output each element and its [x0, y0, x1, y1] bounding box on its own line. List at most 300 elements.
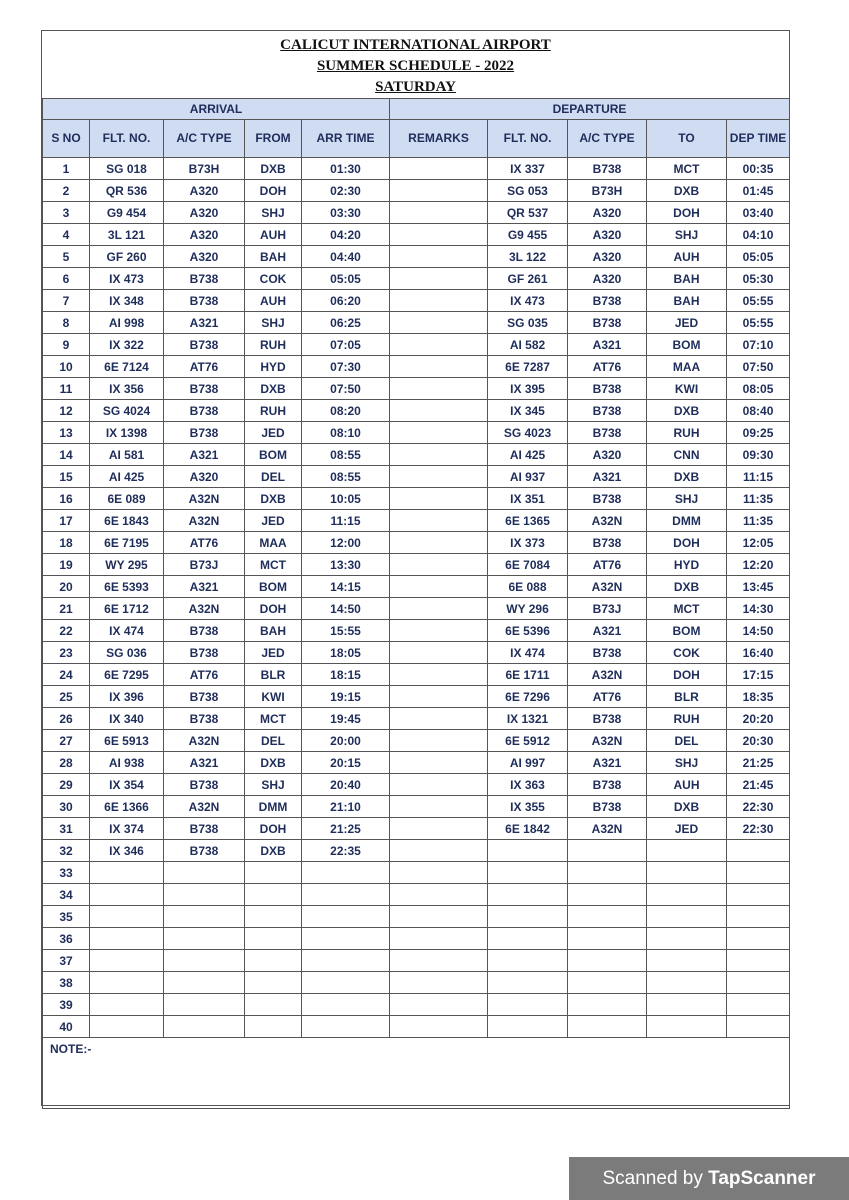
- cell-remarks: [390, 862, 488, 884]
- cell-dep-actype: B738: [568, 312, 647, 334]
- table-row: [43, 576, 790, 598]
- table-row: [43, 708, 790, 730]
- cell-dep-time: 12:20: [727, 554, 790, 576]
- table-row: [43, 510, 790, 532]
- table-row: [43, 180, 790, 202]
- cell-from: BOM: [245, 576, 302, 598]
- schedule-table: [42, 98, 790, 1109]
- cell-arr-actype: A321: [164, 312, 245, 334]
- cell-arr-flight: IX 473: [90, 268, 164, 290]
- cell-dep-actype: B738: [568, 400, 647, 422]
- cell-sno: 40: [43, 1016, 90, 1038]
- cell-dep-actype: B738: [568, 708, 647, 730]
- cell-arr-flight: IX 348: [90, 290, 164, 312]
- cell-remarks: [390, 818, 488, 840]
- cell-dep-actype: A321: [568, 334, 647, 356]
- cell-arr-actype: B738: [164, 290, 245, 312]
- cell-remarks: [390, 620, 488, 642]
- cell-arr-time: 20:15: [302, 752, 390, 774]
- cell-sno: 7: [43, 290, 90, 312]
- cell-dep-actype: A321: [568, 620, 647, 642]
- table-row: [43, 796, 790, 818]
- cell-dep-flight: IX 474: [488, 642, 568, 664]
- cell-arr-flight: [90, 950, 164, 972]
- cell-remarks: [390, 180, 488, 202]
- cell-arr-time: 10:05: [302, 488, 390, 510]
- cell-dep-flight: [488, 928, 568, 950]
- cell-arr-time: [302, 950, 390, 972]
- cell-dep-actype: A320: [568, 444, 647, 466]
- cell-from: DXB: [245, 488, 302, 510]
- col-dep-time: DEP TIME: [727, 120, 790, 158]
- cell-remarks: [390, 708, 488, 730]
- col-from: FROM: [245, 120, 302, 158]
- cell-arr-time: 22:35: [302, 840, 390, 862]
- cell-dep-time: 17:15: [727, 664, 790, 686]
- cell-arr-flight: [90, 994, 164, 1016]
- cell-dep-flight: [488, 884, 568, 906]
- cell-dep-actype: A32N: [568, 730, 647, 752]
- cell-dep-actype: A321: [568, 466, 647, 488]
- cell-remarks: [390, 510, 488, 532]
- cell-arr-actype: AT76: [164, 664, 245, 686]
- cell-sno: 2: [43, 180, 90, 202]
- cell-arr-time: 06:20: [302, 290, 390, 312]
- cell-arr-flight: SG 4024: [90, 400, 164, 422]
- cell-sno: 38: [43, 972, 90, 994]
- cell-dep-time: 09:30: [727, 444, 790, 466]
- cell-from: DMM: [245, 796, 302, 818]
- table-row: [43, 378, 790, 400]
- cell-dep-flight: IX 1321: [488, 708, 568, 730]
- cell-arr-flight: IX 374: [90, 818, 164, 840]
- cell-remarks: [390, 840, 488, 862]
- table-row: [43, 224, 790, 246]
- cell-arr-flight: 6E 7124: [90, 356, 164, 378]
- cell-arr-flight: 6E 5393: [90, 576, 164, 598]
- cell-arr-time: 14:15: [302, 576, 390, 598]
- cell-sno: 34: [43, 884, 90, 906]
- cell-dep-actype: B738: [568, 532, 647, 554]
- cell-dep-time: 22:30: [727, 796, 790, 818]
- cell-arr-actype: A321: [164, 444, 245, 466]
- cell-arr-time: [302, 884, 390, 906]
- cell-remarks: [390, 972, 488, 994]
- cell-arr-flight: 6E 089: [90, 488, 164, 510]
- cell-dep-time: 14:50: [727, 620, 790, 642]
- cell-to: MCT: [647, 598, 727, 620]
- cell-dep-time: 07:10: [727, 334, 790, 356]
- cell-dep-actype: AT76: [568, 554, 647, 576]
- cell-arr-flight: [90, 884, 164, 906]
- cell-arr-time: 21:25: [302, 818, 390, 840]
- cell-dep-actype: B73J: [568, 598, 647, 620]
- cell-sno: 26: [43, 708, 90, 730]
- schedule-rows: [43, 158, 790, 1038]
- cell-sno: 19: [43, 554, 90, 576]
- table-row: [43, 774, 790, 796]
- cell-sno: 6: [43, 268, 90, 290]
- cell-sno: 4: [43, 224, 90, 246]
- cell-remarks: [390, 290, 488, 312]
- cell-remarks: [390, 906, 488, 928]
- note-label: NOTE:-: [50, 1042, 92, 1056]
- cell-sno: 17: [43, 510, 90, 532]
- table-row: [43, 422, 790, 444]
- cell-to: AUH: [647, 774, 727, 796]
- cell-dep-actype: A320: [568, 268, 647, 290]
- col-arr-actype: A/C TYPE: [164, 120, 245, 158]
- cell-arr-time: 04:20: [302, 224, 390, 246]
- cell-to: DXB: [647, 400, 727, 422]
- cell-arr-flight: IX 1398: [90, 422, 164, 444]
- cell-remarks: [390, 158, 488, 180]
- cell-from: JED: [245, 422, 302, 444]
- cell-arr-time: 12:00: [302, 532, 390, 554]
- cell-arr-actype: A32N: [164, 488, 245, 510]
- cell-dep-flight: [488, 994, 568, 1016]
- cell-to: DEL: [647, 730, 727, 752]
- cell-sno: 15: [43, 466, 90, 488]
- cell-dep-actype: [568, 1016, 647, 1038]
- cell-dep-time: [727, 950, 790, 972]
- cell-from: RUH: [245, 334, 302, 356]
- cell-arr-flight: 3L 121: [90, 224, 164, 246]
- col-arr-time: ARR TIME: [302, 120, 390, 158]
- cell-arr-time: 11:15: [302, 510, 390, 532]
- cell-remarks: [390, 334, 488, 356]
- cell-arr-time: 06:25: [302, 312, 390, 334]
- cell-dep-actype: B738: [568, 796, 647, 818]
- cell-remarks: [390, 488, 488, 510]
- cell-from: DEL: [245, 466, 302, 488]
- cell-remarks: [390, 224, 488, 246]
- cell-remarks: [390, 730, 488, 752]
- cell-dep-time: 12:05: [727, 532, 790, 554]
- cell-dep-time: 09:25: [727, 422, 790, 444]
- cell-to: CNN: [647, 444, 727, 466]
- cell-from: BAH: [245, 246, 302, 268]
- col-dep-flight: FLT. NO.: [488, 120, 568, 158]
- cell-from: SHJ: [245, 312, 302, 334]
- cell-to: SHJ: [647, 752, 727, 774]
- cell-from: DOH: [245, 818, 302, 840]
- cell-dep-flight: [488, 950, 568, 972]
- cell-arr-time: 07:50: [302, 378, 390, 400]
- cell-to: DXB: [647, 576, 727, 598]
- cell-arr-flight: IX 346: [90, 840, 164, 862]
- cell-dep-time: 03:40: [727, 202, 790, 224]
- cell-remarks: [390, 884, 488, 906]
- cell-to: JED: [647, 312, 727, 334]
- cell-arr-time: [302, 994, 390, 1016]
- cell-dep-actype: A320: [568, 202, 647, 224]
- col-arr-flight: FLT. NO.: [90, 120, 164, 158]
- cell-dep-actype: [568, 928, 647, 950]
- cell-remarks: [390, 598, 488, 620]
- cell-dep-time: [727, 862, 790, 884]
- cell-dep-time: 08:05: [727, 378, 790, 400]
- cell-to: BAH: [647, 290, 727, 312]
- cell-dep-flight: SG 035: [488, 312, 568, 334]
- cell-dep-time: 21:45: [727, 774, 790, 796]
- cell-arr-actype: [164, 928, 245, 950]
- cell-to: DXB: [647, 796, 727, 818]
- cell-dep-flight: IX 395: [488, 378, 568, 400]
- cell-arr-actype: AT76: [164, 356, 245, 378]
- table-row: [43, 818, 790, 840]
- cell-remarks: [390, 356, 488, 378]
- cell-arr-actype: A32N: [164, 598, 245, 620]
- cell-arr-actype: B738: [164, 400, 245, 422]
- cell-dep-flight: WY 296: [488, 598, 568, 620]
- cell-arr-time: 14:50: [302, 598, 390, 620]
- cell-from: [245, 884, 302, 906]
- cell-dep-time: 08:40: [727, 400, 790, 422]
- cell-sno: 11: [43, 378, 90, 400]
- cell-arr-flight: IX 322: [90, 334, 164, 356]
- cell-sno: 25: [43, 686, 90, 708]
- cell-dep-flight: 6E 7287: [488, 356, 568, 378]
- cell-to: MCT: [647, 158, 727, 180]
- table-row: [43, 752, 790, 774]
- cell-dep-time: 22:30: [727, 818, 790, 840]
- cell-arr-time: 08:55: [302, 466, 390, 488]
- cell-arr-flight: [90, 906, 164, 928]
- cell-dep-flight: IX 337: [488, 158, 568, 180]
- table-row: [43, 532, 790, 554]
- cell-remarks: [390, 1016, 488, 1038]
- cell-remarks: [390, 554, 488, 576]
- cell-arr-actype: A321: [164, 576, 245, 598]
- cell-arr-flight: IX 396: [90, 686, 164, 708]
- cell-arr-actype: A320: [164, 246, 245, 268]
- cell-arr-flight: 6E 1366: [90, 796, 164, 818]
- cell-arr-time: [302, 1016, 390, 1038]
- cell-dep-flight: 3L 122: [488, 246, 568, 268]
- cell-arr-time: [302, 928, 390, 950]
- cell-arr-flight: AI 938: [90, 752, 164, 774]
- scanner-watermark: [569, 1157, 849, 1200]
- cell-dep-time: [727, 906, 790, 928]
- cell-dep-time: 18:35: [727, 686, 790, 708]
- cell-sno: 10: [43, 356, 90, 378]
- cell-to: BOM: [647, 334, 727, 356]
- cell-arr-actype: B738: [164, 334, 245, 356]
- cell-sno: 33: [43, 862, 90, 884]
- cell-dep-flight: QR 537: [488, 202, 568, 224]
- cell-to: DMM: [647, 510, 727, 532]
- cell-to: [647, 1016, 727, 1038]
- cell-arr-actype: AT76: [164, 532, 245, 554]
- table-row: [43, 906, 790, 928]
- cell-arr-actype: [164, 1016, 245, 1038]
- col-sno: S NO: [43, 120, 90, 158]
- col-dep-actype: A/C TYPE: [568, 120, 647, 158]
- cell-to: AUH: [647, 246, 727, 268]
- cell-to: [647, 994, 727, 1016]
- table-row: [43, 488, 790, 510]
- cell-sno: 16: [43, 488, 90, 510]
- cell-remarks: [390, 444, 488, 466]
- cell-dep-flight: 6E 5396: [488, 620, 568, 642]
- cell-sno: 13: [43, 422, 90, 444]
- cell-from: DXB: [245, 158, 302, 180]
- cell-to: BLR: [647, 686, 727, 708]
- cell-to: JED: [647, 818, 727, 840]
- cell-from: SHJ: [245, 202, 302, 224]
- cell-arr-flight: GF 260: [90, 246, 164, 268]
- cell-arr-time: 19:15: [302, 686, 390, 708]
- cell-dep-actype: [568, 862, 647, 884]
- cell-remarks: [390, 686, 488, 708]
- cell-arr-time: 08:55: [302, 444, 390, 466]
- cell-sno: 23: [43, 642, 90, 664]
- cell-arr-actype: B738: [164, 708, 245, 730]
- cell-dep-flight: 6E 1842: [488, 818, 568, 840]
- cell-from: COK: [245, 268, 302, 290]
- cell-dep-flight: 6E 7084: [488, 554, 568, 576]
- cell-from: BLR: [245, 664, 302, 686]
- cell-sno: 22: [43, 620, 90, 642]
- cell-from: [245, 1016, 302, 1038]
- cell-sno: 3: [43, 202, 90, 224]
- cell-arr-time: 04:40: [302, 246, 390, 268]
- cell-to: RUH: [647, 422, 727, 444]
- cell-dep-flight: IX 355: [488, 796, 568, 818]
- cell-from: MCT: [245, 708, 302, 730]
- cell-dep-time: 01:45: [727, 180, 790, 202]
- cell-arr-time: 20:40: [302, 774, 390, 796]
- table-row: [43, 158, 790, 180]
- cell-arr-flight: AI 998: [90, 312, 164, 334]
- cell-dep-flight: IX 373: [488, 532, 568, 554]
- schedule-title: SUMMER SCHEDULE - 2022: [316, 58, 515, 74]
- cell-dep-flight: AI 997: [488, 752, 568, 774]
- cell-dep-time: 00:35: [727, 158, 790, 180]
- cell-dep-time: 04:10: [727, 224, 790, 246]
- table-row: [43, 1016, 790, 1038]
- cell-arr-actype: B73J: [164, 554, 245, 576]
- cell-arr-actype: A32N: [164, 730, 245, 752]
- cell-arr-flight: WY 295: [90, 554, 164, 576]
- cell-sno: 14: [43, 444, 90, 466]
- col-remarks: REMARKS: [390, 120, 488, 158]
- cell-dep-flight: IX 345: [488, 400, 568, 422]
- cell-from: AUH: [245, 290, 302, 312]
- cell-from: DEL: [245, 730, 302, 752]
- cell-sno: 36: [43, 928, 90, 950]
- cell-to: DOH: [647, 202, 727, 224]
- cell-dep-actype: B738: [568, 378, 647, 400]
- cell-arr-actype: [164, 994, 245, 1016]
- cell-from: SHJ: [245, 774, 302, 796]
- cell-arr-flight: 6E 5913: [90, 730, 164, 752]
- cell-sno: 1: [43, 158, 90, 180]
- cell-to: SHJ: [647, 488, 727, 510]
- cell-from: [245, 972, 302, 994]
- cell-dep-flight: G9 455: [488, 224, 568, 246]
- cell-arr-actype: B738: [164, 642, 245, 664]
- cell-dep-actype: [568, 840, 647, 862]
- table-row: [43, 972, 790, 994]
- table-row: [43, 356, 790, 378]
- cell-sno: 18: [43, 532, 90, 554]
- cell-sno: 9: [43, 334, 90, 356]
- cell-arr-flight: [90, 862, 164, 884]
- cell-remarks: [390, 246, 488, 268]
- cell-dep-actype: A32N: [568, 664, 647, 686]
- cell-remarks: [390, 664, 488, 686]
- table-row: [43, 334, 790, 356]
- cell-to: DXB: [647, 466, 727, 488]
- cell-from: HYD: [245, 356, 302, 378]
- watermark-prefix: Scanned by: [602, 1168, 709, 1189]
- cell-arr-actype: [164, 950, 245, 972]
- cell-dep-actype: A32N: [568, 510, 647, 532]
- cell-remarks: [390, 950, 488, 972]
- cell-dep-actype: A32N: [568, 818, 647, 840]
- cell-dep-time: 21:25: [727, 752, 790, 774]
- cell-arr-time: 08:10: [302, 422, 390, 444]
- cell-remarks: [390, 378, 488, 400]
- cell-dep-actype: B73H: [568, 180, 647, 202]
- cell-dep-flight: [488, 972, 568, 994]
- cell-remarks: [390, 576, 488, 598]
- cell-to: DOH: [647, 664, 727, 686]
- cell-arr-time: 07:05: [302, 334, 390, 356]
- cell-sno: 39: [43, 994, 90, 1016]
- table-row: [43, 202, 790, 224]
- cell-dep-actype: B738: [568, 774, 647, 796]
- cell-dep-actype: [568, 884, 647, 906]
- cell-dep-flight: [488, 906, 568, 928]
- cell-sno: 21: [43, 598, 90, 620]
- cell-to: RUH: [647, 708, 727, 730]
- cell-arr-flight: [90, 928, 164, 950]
- cell-dep-time: 11:35: [727, 510, 790, 532]
- cell-remarks: [390, 268, 488, 290]
- cell-dep-flight: 6E 1711: [488, 664, 568, 686]
- airport-title: CALICUT INTERNATIONAL AIRPORT: [280, 37, 551, 53]
- cell-from: RUH: [245, 400, 302, 422]
- cell-arr-flight: QR 536: [90, 180, 164, 202]
- cell-arr-actype: A320: [164, 224, 245, 246]
- cell-arr-time: [302, 972, 390, 994]
- cell-from: JED: [245, 642, 302, 664]
- departure-group-header: DEPARTURE: [390, 99, 790, 120]
- cell-dep-flight: IX 363: [488, 774, 568, 796]
- cell-dep-actype: B738: [568, 158, 647, 180]
- cell-arr-flight: IX 356: [90, 378, 164, 400]
- cell-arr-actype: [164, 884, 245, 906]
- cell-dep-actype: A321: [568, 752, 647, 774]
- cell-arr-actype: A320: [164, 202, 245, 224]
- cell-remarks: [390, 312, 488, 334]
- cell-dep-time: 11:15: [727, 466, 790, 488]
- cell-remarks: [390, 642, 488, 664]
- cell-sno: 12: [43, 400, 90, 422]
- cell-dep-actype: B738: [568, 422, 647, 444]
- cell-arr-actype: B738: [164, 268, 245, 290]
- cell-arr-time: 01:30: [302, 158, 390, 180]
- cell-to: [647, 884, 727, 906]
- table-row: [43, 554, 790, 576]
- cell-dep-flight: 6E 5912: [488, 730, 568, 752]
- cell-arr-flight: 6E 7195: [90, 532, 164, 554]
- cell-dep-time: [727, 928, 790, 950]
- table-row: [43, 268, 790, 290]
